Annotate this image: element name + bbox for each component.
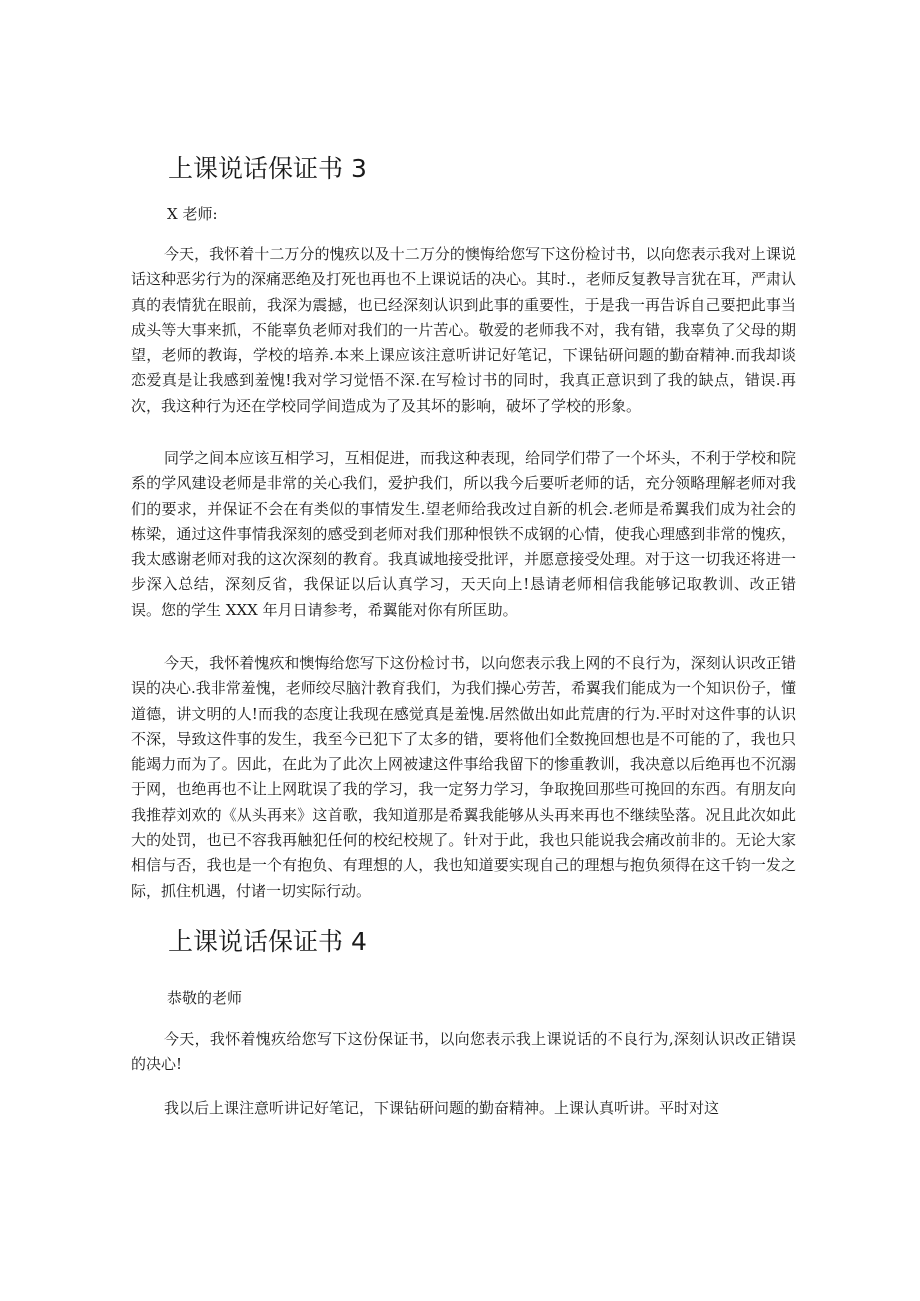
- section-4-paragraph-1: 今天，我怀着愧疚给您写下这份保证书，以向您表示我上课说话的不良行为,深刻认识改正错误的决心!: [131, 1030, 796, 1074]
- section-4-paragraph-2: 我以后上课注意听讲记好笔记，下课钻研问题的勤奋精神。上课认真听讲。平时对这: [164, 1099, 720, 1117]
- section-3-salutation: X 老师:: [167, 205, 218, 223]
- section-3-paragraph-1: 今天，我怀着十二万分的愧疚以及十二万分的懊悔给您写下这份检讨书，以向您表示我对上课说话这种恶劣行为的深痛恶绝及打死也再也不上课说话的决心。其时.，老师反复教导言犹在耳，严肃认真的表情犹在眼前，我深为震撼，也已经深刻认识到此事的重要性，于是我一再告诉自己要把此事当成头等大事来抓，不能辜负老师对我们的一片苦心。敬爱的老师我不对，我有错，我辜负了父母的期望，老师的教诲，学校的培养.本来上课应该注意听讲记好笔记，下课钻研问题的勤奋精神.而我却谈恋爱真是让我感到羞愧!我对学习觉悟不深.在写检讨书的同时，我真正意识到了我的缺点，错误.再次，我这种行为还在学校同学间造成为了及其坏的影响，破坏了学校的形象。: [131, 245, 796, 415]
- section-3-paragraph-3: 今天，我怀着愧疚和懊悔给您写下这份检讨书，以向您表示我上网的不良行为，深刻认识改正错误的决心.我非常羞愧，老师绞尽脑汁教育我们，为我们操心劳苦，希翼我们能成为一个知识份子，懂道德，讲文明的人!而我的态度让我现在感觉真是羞愧.居然做出如此荒唐的行为.平时对这件事的认识不深，导致这件事的发生，我至今已犯下了太多的错，要将他们全数挽回想也是不可能的了，我也只能竭力而为了。因此，在此为了此次上网被逮这件事给我留下的惨重教训，我决意以后绝再也不沉溺于网，也绝再也不让上网耽误了我的学习，我一定努力学习，争取挽回那些可挽回的东西。有朋友向我推荐刘欢的《从头再来》这首歌，我知道那是希翼我能够从头再来再也不继续坠落。况且此次如此大的处罚，也已不容我再触犯任何的校纪校规了。针对于此，我也只能说我会痛改前非的。无论大家相信与否，我也是一个有抱负、有理想的人，我也知道要实现自己的理想与抱负须得在这千钧一发之际，抓住机遇，付诸一切实际行动。: [131, 654, 796, 900]
- section-3-title: 上课说话保证书 3: [168, 154, 367, 183]
- section-4-title: 上课说话保证书 4: [168, 927, 367, 956]
- section-3-paragraph-2: 同学之间本应该互相学习，互相促进，而我这种表现，给同学们带了一个坏头，不利于学校和院系的学风建设老师是非常的关心我们，爱护我们，所以我今后要听老师的话，充分领略理解老师对我们的要求，并保证不会在有类似的事情发生.望老师给我改过自新的机会.老师是希翼我们成为社会的栋梁，通过这件事情我深刻的感受到老师对我们那种恨铁不成钢的心情，使我心理感到非常的愧疚，我太感谢老师对我的这次深刻的教育。我真诚地接受批评，并愿意接受处理。对于这一切我还将进一步深入总结，深刻反省，我保证以后认真学习，天天向上!恳请老师相信我能够记取教训、改正错误。您的学生 XXX 年月日请参考，希翼能对你有所匡助。: [131, 449, 796, 619]
- section-4-salutation: 恭敬的老师: [167, 989, 243, 1007]
